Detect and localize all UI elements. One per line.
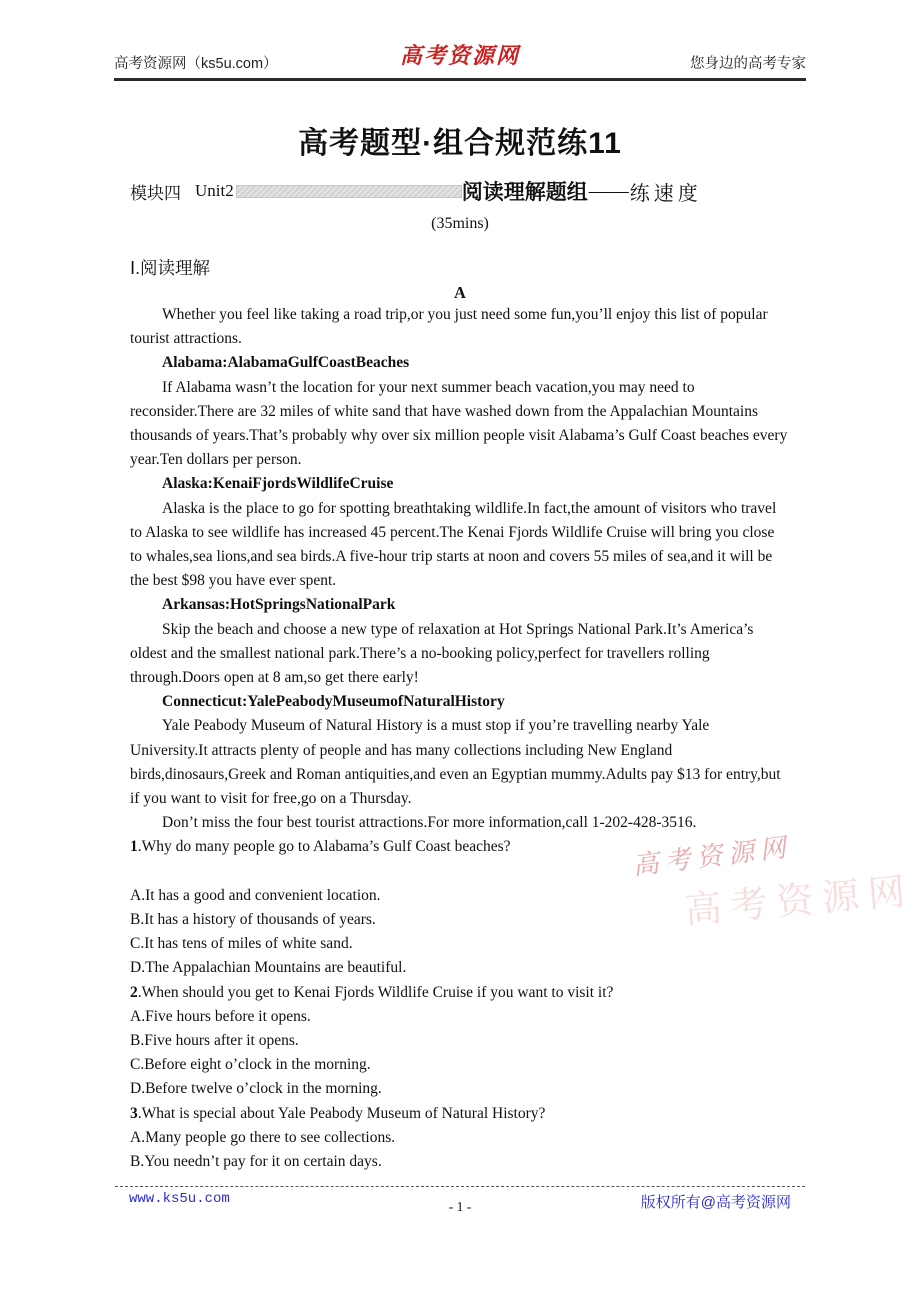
question-1: [130, 835, 790, 859]
question-3-option-a: A.Many people go there to see collections.: [130, 1128, 396, 1146]
question-1-stem: .Why do many people go to Alabama’s Gulf Coast beaches?: [137, 838, 511, 856]
attraction-body-alabama: If Alabama wasn’t the location for your next summer beach vacation,you may need to reconsider.There are 32 miles of white sand that have washed down from the Appalachian Mountains thousands of years.That’s probably why over six million people visit Alabama’s Gulf Coast beaches every year.Ten dollars per person.: [130, 378, 788, 469]
document-title: 高考题型·组合规范练11: [298, 127, 622, 160]
question-1-option-a: A.It has a good and convenient location.: [130, 886, 381, 904]
question-3: [130, 1102, 790, 1126]
page-header: [114, 43, 806, 81]
dash-separator: ——: [588, 179, 629, 202]
question-2-option-b: B.Five hours after it opens.: [130, 1032, 299, 1050]
header-site-name: 高考资源网（ks5u.com）: [114, 56, 278, 72]
attraction-body-connecticut: Yale Peabody Museum of Natural History is a must stop if you’re travelling nearby Yale University.It attracts plenty of people and has many collections including New England birds,dinosaurs,Greek and Roman antiquities,and even an Egyptian mummy.Adults pay $13 for entry,but if you want to visit for free,go on a Thursday.: [130, 717, 781, 808]
blank-line: [130, 860, 790, 884]
exercise-group-title: 阅读理解题组: [461, 181, 588, 204]
module-label: 模块四: [130, 183, 181, 203]
reading-passage: [130, 303, 790, 835]
header-tagline: 您身边的高考专家: [690, 56, 806, 72]
passage-intro: Whether you feel like taking a road trip,or you just need some fun,you’ll enjoy this list of popular tourist attractions.: [130, 306, 768, 348]
attraction-heading-alaska: Alaska:KenaiFjordsWildlifeCruise: [162, 475, 394, 493]
time-limit: (35mins): [431, 215, 489, 232]
document-body: [130, 110, 790, 1174]
attraction-body-alaska: Alaska is the place to go for spotting breathtaking wildlife.In fact,the amount of visitors who travel to Alaska to see wildlife has increased 45 percent.The Kenai Fjords Wildlife Cruise will bring you close to whales,sea lions,and sea birds.A five-hour trip starts at noon and covers 55 miles of sea,and it will be the best $98 you have ever spent.: [130, 499, 777, 590]
attraction-heading-alabama: Alabama:AlabamaGulfCoastBeaches: [162, 354, 410, 372]
attraction-heading-arkansas: Arkansas:HotSpringsNationalPark: [162, 596, 396, 614]
attraction-heading-connecticut: Connecticut:YalePeabodyMuseumofNaturalHistory: [162, 693, 505, 711]
question-1-number: 1: [130, 838, 138, 856]
unit-label: Unit2: [195, 181, 234, 200]
ks5u-logo: 高考资源网: [399, 43, 521, 68]
question-1-option-b: B.It has a history of thousands of years.: [130, 911, 376, 929]
exercise-focus-label: 练速度: [629, 182, 702, 205]
question-3-number: 3: [130, 1104, 138, 1122]
question-1-option-c: C.It has tens of miles of white sand.: [130, 935, 353, 953]
question-3-option-b: B.You needn’t pay for it on certain days.: [130, 1153, 382, 1171]
question-1-option-d: D.The Appalachian Mountains are beautiful.: [130, 959, 407, 977]
passage-label-a: A: [454, 283, 466, 302]
page-number: - 1 -: [448, 1199, 472, 1214]
footer-site-link[interactable]: www.ks5u.com: [129, 1191, 230, 1207]
question-2-option-a: A.Five hours before it opens.: [130, 1007, 311, 1025]
section-heading-reading: Ⅰ.阅读理解: [130, 258, 211, 278]
question-2-option-d: D.Before twelve o’clock in the morning.: [130, 1080, 382, 1098]
watermark-ks5u-large: 高考资源网: [683, 871, 916, 932]
attraction-body-arkansas: Skip the beach and choose a new type of relaxation at Hot Springs National Park.It’s America’s oldest and the smallest national park.There’s a no-booking policy,perfect for travellers rolling through.Doors open at 8 am,so get there early!: [130, 620, 754, 687]
page-footer: [115, 1186, 805, 1212]
decorative-rule-bar: [236, 185, 462, 198]
watermark-ks5u-small: 高考资源网: [631, 832, 794, 881]
passage-closing: Don’t miss the four best tourist attractions.For more information,call 1-202-428-3516.: [162, 814, 697, 832]
module-banner: [130, 176, 790, 206]
question-2-stem: .When should you get to Kenai Fjords Wildlife Cruise if you want to visit it?: [137, 983, 614, 1001]
question-2-option-c: C.Before eight o’clock in the morning.: [130, 1056, 371, 1074]
question-3-stem: .What is special about Yale Peabody Museum of Natural History?: [137, 1104, 546, 1122]
footer-copyright-link[interactable]: 版权所有@高考资源网: [640, 1194, 791, 1211]
question-2-number: 2: [130, 983, 138, 1001]
question-2: [130, 981, 790, 1005]
